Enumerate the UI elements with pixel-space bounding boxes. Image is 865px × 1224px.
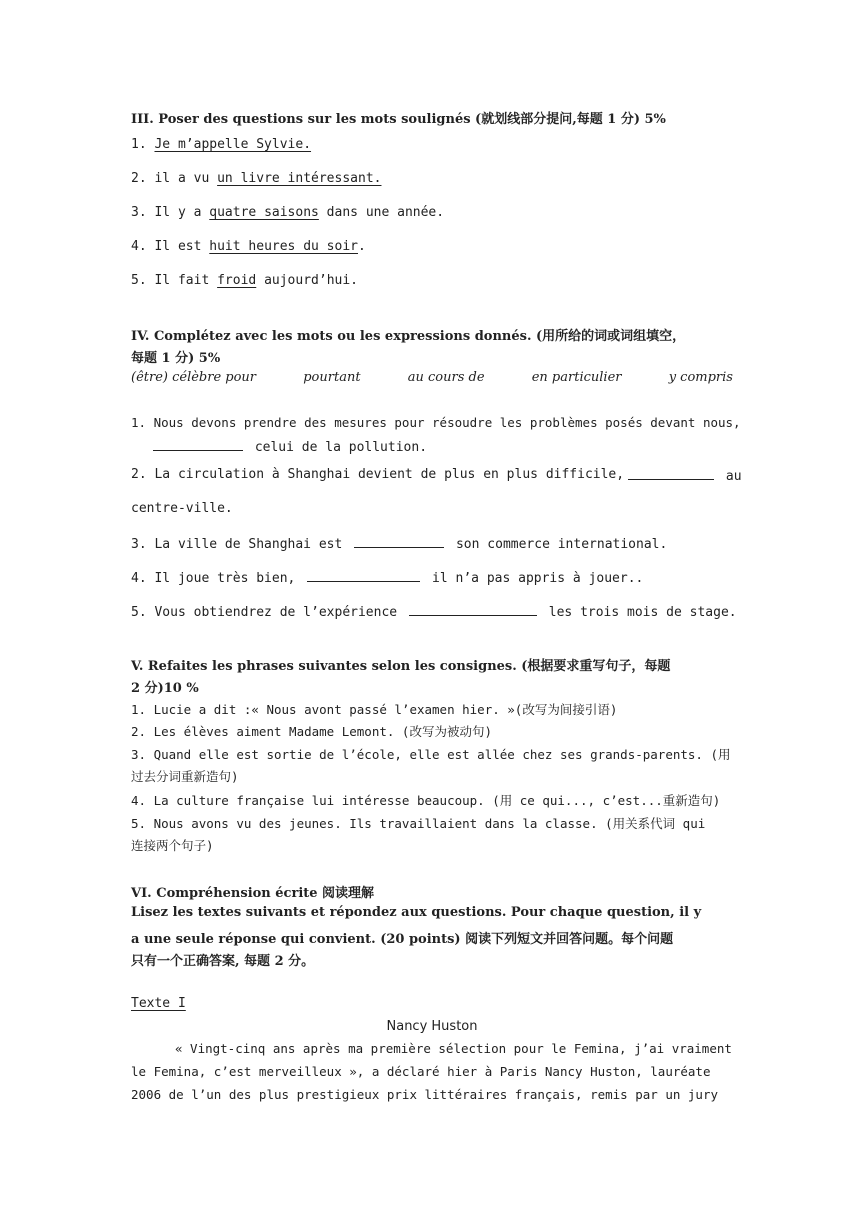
instructions: 只有一个正确答案, 每题 2 分。 bbox=[131, 954, 315, 969]
list-item: 1. Je m’appelle Sylvie. bbox=[131, 137, 312, 152]
rewrite-item: 2. Les élèves aiment Madame Lemont. (改写为被动句) bbox=[131, 724, 492, 739]
list-item: 4. Il est huit heures du soir. bbox=[131, 239, 366, 254]
word-bank-item: y compris bbox=[668, 370, 733, 385]
underlined-phrase: un livre intéressant. bbox=[217, 171, 382, 186]
rewrite-item-cont: 连接两个句子) bbox=[131, 838, 214, 853]
rewrite-item: 4. La culture française lui intéresse beaucoup. (用 ce qui..., c’est...重新造句) bbox=[131, 793, 721, 808]
section-4-title-cont: 每题 1 分) 5% bbox=[131, 351, 221, 366]
text-heading: Nancy Huston bbox=[386, 1019, 478, 1034]
exercise-item-3: 3. La ville de Shanghai est son commerce international. bbox=[131, 537, 668, 552]
section-5-title: V. Refaites les phrases suivantes selon les consignes. (根据要求重写句子，每题 bbox=[131, 659, 671, 674]
list-item: 5. Il fait froid aujourd’hui. bbox=[131, 273, 358, 288]
exercise-item-2: 2. La circulation à Shanghai devient de plus en plus difficile, au bbox=[131, 467, 742, 484]
exercise-item-4: 4. Il joue très bien, il n’a pas appris à jouer.. bbox=[131, 571, 644, 586]
underlined-phrase: huit heures du soir bbox=[209, 239, 358, 254]
word-bank bbox=[131, 370, 733, 385]
exercise-item-1: 1. Nous devons prendre des mesures pour résoudre les problèmes posés devant nous, bbox=[131, 415, 741, 430]
list-item: 3. Il y a quatre saisons dans une année. bbox=[131, 205, 445, 220]
fill-blank bbox=[307, 569, 420, 582]
exercise-item-2-cont: centre-ville. bbox=[131, 501, 233, 516]
section-5-title-cont: 2 分)10 % bbox=[131, 681, 199, 696]
section-4-title: IV. Complétez avec les mots ou les expressions donnés. (用所给的词或词组填空， bbox=[131, 329, 686, 344]
fill-blank bbox=[153, 438, 243, 451]
rewrite-item: 5. Nous avons vu des jeunes. Ils travaillaient dans la classe. (用关系代词 qui bbox=[131, 816, 706, 831]
paragraph-line: « Vingt-cinq ans après ma première sélection pour le Femina, j’ai vraiment bbox=[175, 1041, 732, 1056]
rewrite-item: 3. Quand elle est sortie de l’école, elle est allée chez ses grands-parents. (用 bbox=[131, 747, 731, 762]
word-bank-item: pourtant bbox=[303, 370, 361, 385]
word-bank-item: (être) célèbre pour bbox=[131, 370, 257, 385]
rewrite-item: 1. Lucie a dit :« Nous avont passé l’examen hier. »(改写为间接引语) bbox=[131, 702, 618, 717]
section-6-title: VI. Compréhension écrite 阅读理解 bbox=[131, 886, 375, 901]
fill-blank bbox=[409, 603, 537, 616]
paragraph-line: le Femina, c’est merveilleux », a déclaré hier à Paris Nancy Huston, lauréate bbox=[131, 1064, 711, 1079]
fill-blank bbox=[354, 535, 444, 548]
rewrite-item-cont: 过去分词重新造句) bbox=[131, 769, 239, 784]
fill-blank bbox=[628, 467, 714, 480]
exercise-item-5: 5. Vous obtiendrez de l’expérience les trois mois de stage. bbox=[131, 605, 737, 620]
list-item: 2. il a vu un livre intéressant. bbox=[131, 171, 382, 186]
instructions: Lisez les textes suivants et répondez aux questions. Pour chaque question, il y bbox=[131, 905, 702, 920]
section-3-title: III. Poser des questions sur les mots soulignés (就划线部分提问,每题 1 分) 5% bbox=[131, 112, 666, 127]
text-label: Texte I bbox=[131, 996, 186, 1011]
underlined-phrase: Je m’appelle Sylvie. bbox=[154, 137, 312, 152]
word-bank-item: au cours de bbox=[407, 370, 485, 385]
underlined-phrase: quatre saisons bbox=[209, 205, 319, 220]
underlined-phrase: froid bbox=[217, 273, 257, 288]
paragraph-line: 2006 de l’un des plus prestigieux prix littéraires français, remis par un jury bbox=[131, 1087, 718, 1102]
word-bank-item: en particulier bbox=[531, 370, 622, 385]
exercise-item-1-cont: celui de la pollution. bbox=[153, 438, 427, 455]
instructions: a une seule réponse qui convient. (20 points) 阅读下列短文并回答问题。每个问题 bbox=[131, 932, 674, 947]
